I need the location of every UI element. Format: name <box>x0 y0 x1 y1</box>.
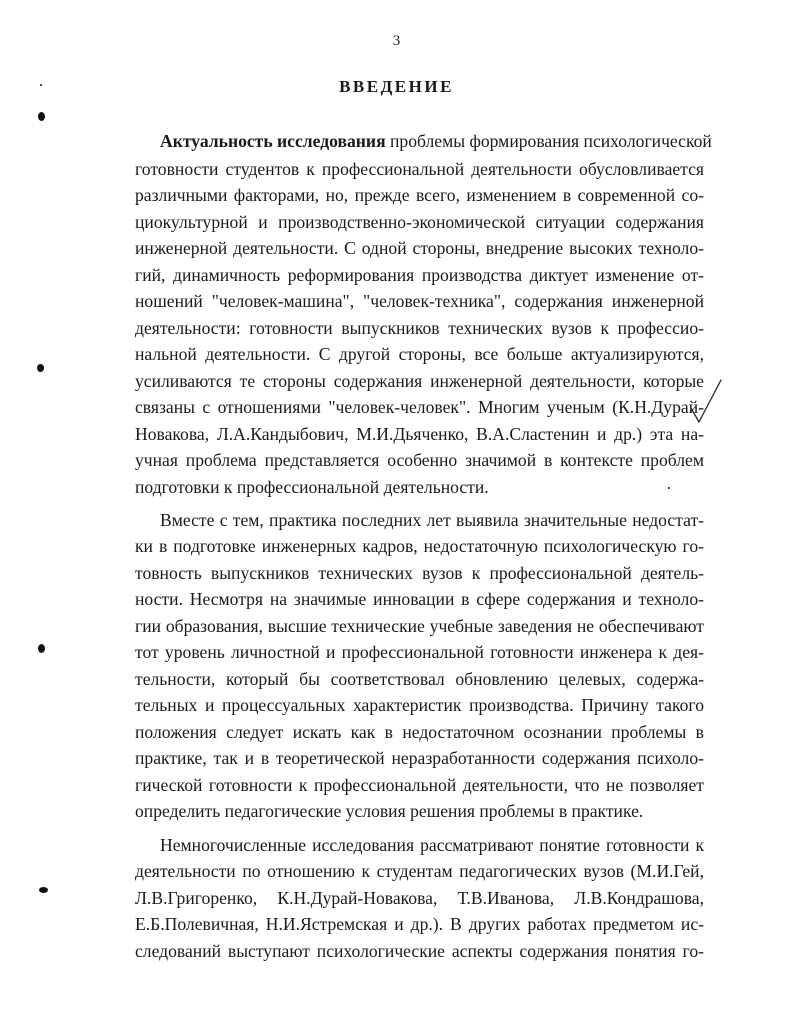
paragraph-line: Новакова, Л.А.Кандыбович, М.И.Дьяченко, В.А.Сластенин и др.) эта на- <box>135 424 704 444</box>
paragraph-line: Е.Б.Полевичная, Н.И.Ястремская и др.). В других работах предметом ис- <box>135 914 704 934</box>
paragraph-line: подготовки к профессиональной деятельности. <box>135 477 489 497</box>
paragraph-line: деятельности по отношению к студентам педагогических вузов (М.И.Гей, <box>135 861 704 881</box>
paragraph-line <box>160 130 712 152</box>
paragraph-line: тот уровень личностной и профессиональной готовности инженера к дея- <box>135 642 704 662</box>
checkmark-icon <box>689 378 723 426</box>
page-number: 3 <box>392 33 401 49</box>
paragraph-line: различными факторами, но, прежде всего, изменением в современной со- <box>135 185 704 205</box>
lead-phrase: Актуальность исследования <box>160 131 386 151</box>
paragraph-line: практике, так и в теоретической неразработанности содержания психоло- <box>135 748 704 768</box>
paragraph-line: готовности студентов к профессиональной деятельности обусловливается <box>135 159 704 179</box>
paragraph-line: ности. Несмотря на значимые инновации в сфере содержания и техноло- <box>135 589 704 609</box>
scan-spot <box>37 364 44 372</box>
lead-line-rest: проблемы формирования психологической <box>385 131 712 151</box>
paragraph-line: гии образования, высшие технические учебные заведения не обеспечивают <box>135 616 704 636</box>
scan-spot <box>38 112 45 121</box>
paragraph-line: учная проблема представляется особенно значимой в контексте проблем <box>135 450 704 470</box>
section-heading: ВВЕДЕНИЕ <box>339 77 454 96</box>
paragraph-line: Вместе с тем, практика последних лет выявила значительные недостат- <box>160 510 704 530</box>
paragraph-line: определить педагогические условия решения проблемы в практике. <box>135 801 644 821</box>
paragraph-line: Л.В.Григоренко, К.Н.Дурай-Новакова, Т.В.Иванова, Л.В.Кондрашова, <box>135 888 704 908</box>
scan-spot <box>668 487 670 489</box>
paragraph-line: товность выпускников технических вузов к профессиональной деятель- <box>135 563 704 583</box>
paragraph-line: Немногочисленные исследования рассматривают понятие готовности к <box>160 835 704 855</box>
paragraph-line: тельных и процессуальных характеристик производства. Причину такого <box>135 695 704 715</box>
paragraph-line: следований выступают психологические аспекты содержания понятия го- <box>135 941 704 961</box>
scan-spot <box>39 887 48 893</box>
paragraph-line: нальной деятельности. С другой стороны, все больше актуализируются, <box>135 344 704 364</box>
paragraph-line: циокультурной и производственно-экономической ситуации содержания <box>135 212 704 232</box>
paragraph-line: ки в подготовке инженерных кадров, недостаточную психологическую го- <box>135 536 704 556</box>
paragraph-line: гий, динамичность реформирования производства диктует изменение от- <box>135 265 704 285</box>
paragraph-line: деятельности: готовности выпускников технических вузов к профессио- <box>135 318 704 338</box>
paragraph-line: связаны с отношениями "человек-человек". Многим ученым (К.Н.Дурай- <box>135 397 704 417</box>
paragraph-line: положения следует искать как в недостаточном осознании проблемы в <box>135 722 704 742</box>
paragraph-line: ношений "человек-машина", "человек-техника", содержания инженерной <box>135 291 704 311</box>
scan-spot <box>38 644 45 653</box>
paragraph-line: усиливаются те стороны содержания инженерной деятельности, которые <box>135 371 704 391</box>
paragraph-line: инженерной деятельности. С одной стороны, внедрение высоких техноло- <box>135 238 704 258</box>
paragraph-line: тельности, который бы соответствовал обновлению целевых, содержа- <box>135 669 704 689</box>
paragraph-line: гической готовности к профессиональной деятельности, что не позволяет <box>135 775 704 795</box>
scan-spot <box>40 84 42 86</box>
